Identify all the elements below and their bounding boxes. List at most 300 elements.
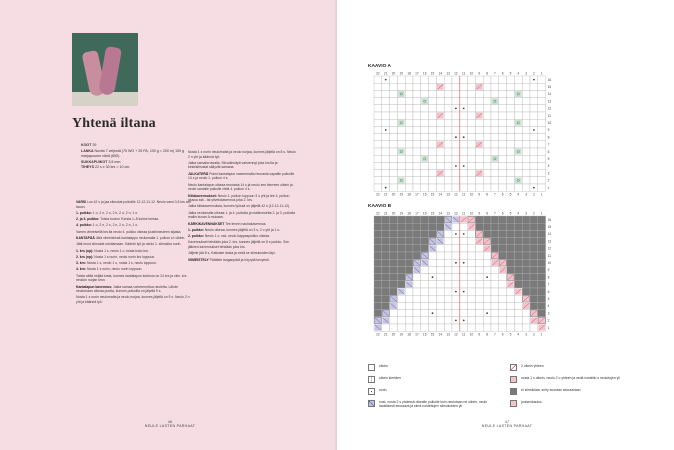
- instruction-heading: 1. puikko:: [188, 227, 205, 232]
- chart-cell: [397, 245, 405, 252]
- chart-cell: [390, 310, 398, 317]
- chart-cell: [460, 310, 468, 317]
- column-number-bottom: 15: [430, 192, 435, 197]
- column-number-top: 10: [469, 71, 474, 76]
- chart-cell: [530, 245, 538, 252]
- chart-cell: [405, 223, 413, 230]
- chart-cell: [390, 266, 398, 273]
- chart-cell: [491, 288, 499, 295]
- chart-cell: [460, 119, 468, 126]
- chart-cell: [397, 98, 405, 105]
- sock-right-image: [98, 46, 122, 96]
- column-number-top: 2: [533, 71, 535, 76]
- instruction-text: Jatka samalla tavalla. Siivudinnäpit vahvennyt joka krs:lla ja keskisilmukat säilyvät samana.: [188, 160, 278, 170]
- chart-cell: [460, 245, 468, 252]
- chart-cell: [538, 119, 546, 126]
- chart-cell: [522, 238, 530, 245]
- chart-cell: [405, 119, 413, 126]
- column-number-bottom: 3: [525, 332, 527, 337]
- instruction-text: Nosta 1 s nurin, neulo nurin loppuun.: [86, 267, 143, 272]
- chart-cell: [522, 184, 530, 191]
- chart-cell: [499, 90, 507, 97]
- chart-cell: [468, 76, 476, 83]
- chart-cell: [522, 230, 530, 237]
- chart-cell: [374, 119, 382, 126]
- chart-cell: [452, 76, 460, 83]
- column-number-top: 9: [478, 211, 481, 216]
- chart-cell: [530, 259, 538, 266]
- chart-cell: [421, 76, 429, 83]
- chart-cell: [382, 119, 390, 126]
- column-number-top: 5: [509, 71, 512, 76]
- chart-cell: [444, 148, 452, 155]
- chart-cell: [460, 266, 468, 273]
- chart-cell: [530, 98, 538, 105]
- chart-cell: [522, 119, 530, 126]
- chart-cell: [429, 105, 437, 112]
- chart-cell: [460, 98, 468, 105]
- chart-cell: [468, 281, 476, 288]
- instruction-paragraph: [76, 211, 194, 216]
- instruction-text: Luo 42 s ja jaa silmukat puikoille 12-12-11-12. Neulo varsi 0,5 krs sen tauon.: [76, 200, 192, 209]
- chart-cell: [429, 119, 437, 126]
- chart-cell: [530, 324, 538, 331]
- chart-cell: [483, 281, 491, 288]
- chart-cell: [468, 155, 476, 162]
- column-number-top: 17: [415, 211, 419, 216]
- chart-cell: [390, 324, 398, 331]
- instruction-text: Kavennukset tehdään joka 2. krs, kunnes jäljellä on 8 s puikko. Sen jälkeen kavennukset tehdään joka krs.: [188, 240, 290, 249]
- chart-cell: [436, 259, 444, 266]
- chart-cell: [530, 295, 538, 302]
- stitch-mark-green: [515, 149, 522, 155]
- instruction-paragraph: [188, 240, 296, 249]
- chart-cell: [421, 141, 429, 148]
- chart-cell: [452, 274, 460, 281]
- chart-cell: [390, 90, 398, 97]
- column-number-top: 14: [438, 211, 443, 216]
- column-number-top: 3: [525, 211, 527, 216]
- chart-cell: [390, 281, 398, 288]
- stitch-dot: [455, 233, 457, 235]
- chart-cell: [483, 148, 491, 155]
- chart-cell: [390, 141, 398, 148]
- column-number-top: 10: [469, 211, 474, 216]
- column-number-top: 3: [525, 71, 527, 76]
- chart-cell: [491, 317, 499, 324]
- chart-cell: [413, 295, 421, 302]
- chart-cell: [514, 310, 522, 317]
- chart-cell: [413, 83, 421, 90]
- chart-cell: [475, 148, 483, 155]
- chart-cell: [468, 126, 476, 133]
- column-number-top: 12: [454, 71, 458, 76]
- chart-cell: [413, 155, 421, 162]
- stitch-mark-green: [421, 156, 428, 162]
- chart-cell: [460, 295, 468, 302]
- row-number: 11: [547, 113, 551, 118]
- info-value: Novita 7 veljestä (75 WO + 25 PA, 100 g = 200 m) 100 g marjapuuron väriä (650).: [81, 148, 185, 158]
- chart-cell: [405, 170, 413, 177]
- row-number: 15: [547, 85, 552, 89]
- chart-cell: [538, 295, 546, 302]
- chart-cell: [421, 274, 429, 281]
- row-number: 13: [547, 99, 552, 104]
- chart-cell: [429, 302, 437, 309]
- chart-cell: [436, 134, 444, 141]
- column-number-bottom: 10: [469, 192, 474, 197]
- column-number-bottom: 2: [533, 192, 535, 197]
- chart-cell: [522, 155, 530, 162]
- chart-cell: [468, 266, 476, 273]
- chart-cell: [514, 126, 522, 133]
- chart-cell: [397, 155, 405, 162]
- chart-cell: [483, 295, 491, 302]
- chart-cell: [483, 177, 491, 184]
- instruction-paragraph: [76, 236, 194, 241]
- chart-cell: [397, 141, 405, 148]
- stitch-dot: [533, 129, 535, 131]
- chart-cell: [390, 259, 398, 266]
- chart-cell: [390, 119, 398, 126]
- chart-cell: [491, 126, 499, 133]
- chart-cell: [436, 252, 444, 259]
- column-number-top: 5: [509, 211, 512, 216]
- column-number-bottom: 2: [533, 332, 535, 337]
- chart-cell: [475, 281, 483, 288]
- chart-cell: [390, 230, 398, 237]
- chart-cell: [522, 76, 530, 83]
- row-number: 5: [547, 157, 550, 161]
- chart-cell: [429, 76, 437, 83]
- chart-cell: [421, 223, 429, 230]
- row-number: 16: [547, 77, 552, 82]
- column-number-top: 6: [501, 211, 504, 216]
- instruction-paragraph: [188, 161, 296, 170]
- chart-cell: [405, 266, 413, 273]
- chart-cell: [468, 184, 476, 191]
- chart-cell: [397, 317, 405, 324]
- legend-swatch-icon: [368, 364, 375, 371]
- chart-cell: [483, 184, 491, 191]
- chart-cell: [499, 216, 507, 223]
- chart-cell: [530, 134, 538, 141]
- chart-cell: [421, 83, 429, 90]
- chart-cell: [444, 141, 452, 148]
- chart-cell: [390, 170, 398, 177]
- chart-cell: [460, 126, 468, 133]
- chart-cell: [390, 83, 398, 90]
- column-number-bottom: 7: [494, 332, 496, 337]
- chart-cell: [475, 252, 483, 259]
- chart-cell: [405, 76, 413, 83]
- instruction-paragraph: [76, 217, 194, 222]
- chart-cell: [436, 98, 444, 105]
- chart-cell: [413, 252, 421, 259]
- column-number-bottom: 18: [407, 332, 411, 337]
- chart-cell: [483, 90, 491, 97]
- chart-cell: [413, 177, 421, 184]
- chart-cell: [483, 119, 491, 126]
- chart-cell: [413, 223, 421, 230]
- stitch-mark-green: [398, 120, 405, 126]
- chart-cell: [491, 302, 499, 309]
- instruction-heading: 3. krs:: [76, 261, 87, 266]
- chart-cell: [538, 112, 546, 119]
- chart-cell: [507, 317, 515, 324]
- column-number-top: 19: [399, 71, 404, 76]
- instruction-text: Toista näitä neljää krsta, kunnes kantalapun korkeus on 24 krs ja viim. krs neuloin nurjan krsn.: [76, 273, 187, 283]
- chart-cell: [374, 141, 382, 148]
- chart-cell: [382, 98, 390, 105]
- legend-swatch-icon: [368, 400, 375, 407]
- instruction-heading: 1. krs (op):: [76, 248, 95, 253]
- chart-cell: [444, 177, 452, 184]
- page-number-left: 46: [167, 420, 173, 424]
- column-number-bottom: 9: [478, 192, 481, 197]
- chart-cell: [405, 259, 413, 266]
- chart-cell: [538, 288, 546, 295]
- chart-cell: [530, 112, 538, 119]
- chart-cell: [507, 324, 515, 331]
- chart-cell: [491, 83, 499, 90]
- chart-cell: [452, 238, 460, 245]
- chart-cell: [530, 141, 538, 148]
- chart-cell: [468, 90, 476, 97]
- column-number-top: 9: [478, 71, 481, 76]
- legend-item: [510, 400, 642, 407]
- instruction-text: Päättele langanpäät ja höyrytä kevyesti.: [209, 257, 270, 262]
- chart-cell: [413, 90, 421, 97]
- info-line: [81, 149, 201, 160]
- chart-cell: [374, 310, 382, 317]
- chart-cell: [374, 259, 382, 266]
- chart-cell: [514, 281, 522, 288]
- chart-cell: [405, 141, 413, 148]
- chart-cell: [390, 245, 398, 252]
- chart-cell: [397, 274, 405, 281]
- column-number-bottom: 18: [407, 192, 411, 197]
- chart-cell: [444, 295, 452, 302]
- column-number-bottom: 5: [509, 332, 512, 337]
- chart-cell: [514, 252, 522, 259]
- chart-cell: [538, 83, 546, 90]
- chart-cell: [507, 170, 515, 177]
- chart-cell: [413, 126, 421, 133]
- instruction-heading: 4. puikko:: [76, 223, 93, 228]
- instruction-paragraph: [188, 172, 296, 181]
- instructions-column-2: [188, 150, 296, 264]
- chart-cell: [382, 155, 390, 162]
- chart-cell: [538, 170, 546, 177]
- instruction-heading: 2. puikko:: [188, 234, 205, 239]
- row-number: 8: [547, 275, 550, 280]
- chart-cell: [507, 148, 515, 155]
- chart-cell: [530, 177, 538, 184]
- chart-cell: [468, 302, 476, 309]
- chart-cell: [390, 162, 398, 169]
- chart-cell: [475, 162, 483, 169]
- chart-cell: [429, 288, 437, 295]
- legend-item: [510, 376, 642, 383]
- chart-cell: [374, 274, 382, 281]
- row-number: 6: [547, 289, 550, 294]
- chart-cell: [468, 230, 476, 237]
- stitch-dot: [486, 312, 488, 314]
- chart-cell: [507, 134, 515, 141]
- chart-cell: [538, 266, 546, 273]
- chart-cell: [530, 288, 538, 295]
- instruction-paragraph: [76, 230, 194, 235]
- page-number-right: 47: [504, 420, 510, 424]
- chart-cell: [421, 119, 429, 126]
- column-number-bottom: 9: [478, 332, 481, 337]
- chart-cell: [452, 141, 460, 148]
- chart-cell: [405, 112, 413, 119]
- row-number: 1: [547, 325, 550, 330]
- column-number-bottom: 12: [454, 192, 458, 197]
- instruction-text: Jätä muut silmukat odottamaan. Kääntö työ ja neulo 1. silmukka nurin.: [76, 242, 182, 247]
- chart-cell: [382, 324, 390, 331]
- chart-cell: [507, 105, 515, 112]
- chart-cell: [522, 252, 530, 259]
- chart-cell: [514, 245, 522, 252]
- chart-cell: [405, 155, 413, 162]
- chart-cell: [514, 223, 522, 230]
- chart-cell: [530, 238, 538, 245]
- chart-cell: [483, 83, 491, 90]
- legend-item: [368, 364, 500, 371]
- pattern-title: Yhtenä iltana: [72, 116, 156, 131]
- folio-left: [140, 420, 200, 428]
- column-number-bottom: 6: [501, 332, 504, 337]
- instruction-text: Poimi kantalapun vasemmalta reunasta vapaille puikoille 14 s ja neulo 1. puikon 4 s.: [188, 171, 295, 181]
- chart-cell: [491, 216, 499, 223]
- folio-right: [477, 420, 537, 428]
- column-number-top: 21: [383, 71, 388, 76]
- chart-cell: [452, 252, 460, 259]
- chart-cell: [421, 184, 429, 191]
- info-key: LANKA: [81, 148, 95, 153]
- stitch-dot: [455, 262, 457, 264]
- column-number-bottom: 13: [446, 192, 450, 197]
- chart-cell: [421, 112, 429, 119]
- chart-cell: [436, 281, 444, 288]
- chart-cell: [460, 184, 468, 191]
- chart-cell: [538, 310, 546, 317]
- chart-cell: [483, 126, 491, 133]
- chart-cell: [468, 310, 476, 317]
- chart-cell: [514, 302, 522, 309]
- chart-cell: [460, 141, 468, 148]
- column-number-top: 16: [422, 211, 427, 216]
- column-number-top: 4: [517, 71, 520, 76]
- chart-cell: [436, 245, 444, 252]
- instruction-paragraph: [76, 274, 194, 283]
- chart-cell: [421, 302, 429, 309]
- chart-cell: [429, 216, 437, 223]
- chart-cell: [413, 184, 421, 191]
- chart-cell: [475, 310, 483, 317]
- column-number-top: 4: [517, 211, 520, 216]
- chart-cell: [382, 177, 390, 184]
- chart-cell: [444, 230, 452, 237]
- chart-cell: [397, 76, 405, 83]
- instructions-column-1: [76, 200, 194, 306]
- stitch-mark-green: [492, 98, 499, 104]
- chart-cell: [413, 245, 421, 252]
- chart-cell: [475, 223, 483, 230]
- legend-item: [368, 376, 500, 383]
- legend-item: [368, 388, 500, 395]
- chart-cell: [390, 184, 398, 191]
- chart-cell: [491, 295, 499, 302]
- chart-cell: [468, 177, 476, 184]
- chart-cell: [382, 252, 390, 259]
- column-number-bottom: 10: [469, 332, 474, 337]
- chart-cell: [436, 105, 444, 112]
- instruction-paragraph: [188, 234, 296, 239]
- chart-cell: [499, 134, 507, 141]
- column-number-bottom: 16: [422, 332, 427, 337]
- instruction-text: 1 o, 2 n, 2 o, 2 n, 2 o, 2 n, 1 o.: [92, 210, 139, 215]
- chart-cell: [429, 148, 437, 155]
- chart-cell: [522, 177, 530, 184]
- chart-cell: [397, 216, 405, 223]
- chart-a-title: KAAVIO A: [368, 64, 391, 69]
- stitch-dot: [533, 187, 535, 189]
- chart-cell: [514, 98, 522, 105]
- chart-cell: [475, 302, 483, 309]
- chart-cell: [538, 105, 546, 112]
- stitch-mark-green: [515, 120, 522, 126]
- chart-cell: [483, 105, 491, 112]
- chart-cell: [522, 324, 530, 331]
- chart-cell: [436, 162, 444, 169]
- chart-cell: [468, 324, 476, 331]
- column-number-bottom: 14: [438, 332, 443, 337]
- chart-cell: [460, 112, 468, 119]
- chart-cell: [397, 83, 405, 90]
- chart-cell: [390, 98, 398, 105]
- chart-cell: [491, 162, 499, 169]
- row-number: 5: [547, 297, 550, 301]
- chart-cell: [444, 170, 452, 177]
- chart-cell: [499, 238, 507, 245]
- chart-cell: [530, 148, 538, 155]
- instruction-text: Jatka neulomalla oikeaa 1. ja 4. puikolla ja mallineuletta 2. ja 3. puikolla mallin kuvan A mukaan.: [188, 210, 296, 220]
- chart-cell: [460, 252, 468, 259]
- chart-cell: [397, 105, 405, 112]
- row-number: 4: [547, 304, 550, 309]
- column-number-bottom: 22: [376, 332, 380, 337]
- instruction-text: Jäljelle jää 8 s. Katkaise lanka ja vedä se silmukoiden läpi.: [188, 251, 276, 256]
- chart-cell: [499, 281, 507, 288]
- chart-cell: [491, 184, 499, 191]
- column-number-top: 1: [540, 71, 543, 76]
- chart-cell: [436, 76, 444, 83]
- chart-cell: [468, 295, 476, 302]
- column-number-bottom: 8: [486, 332, 488, 337]
- chart-cell: [436, 310, 444, 317]
- chart-cell: [507, 259, 515, 266]
- chart-cell: [522, 98, 530, 105]
- chart-cell: [538, 281, 546, 288]
- column-number-bottom: 20: [391, 332, 396, 337]
- instruction-text: Neulo 1 o, ssk, neulo kappaspuikko oikeaa.: [204, 234, 270, 239]
- chart-cell: [483, 170, 491, 177]
- chart-cell: [382, 245, 390, 252]
